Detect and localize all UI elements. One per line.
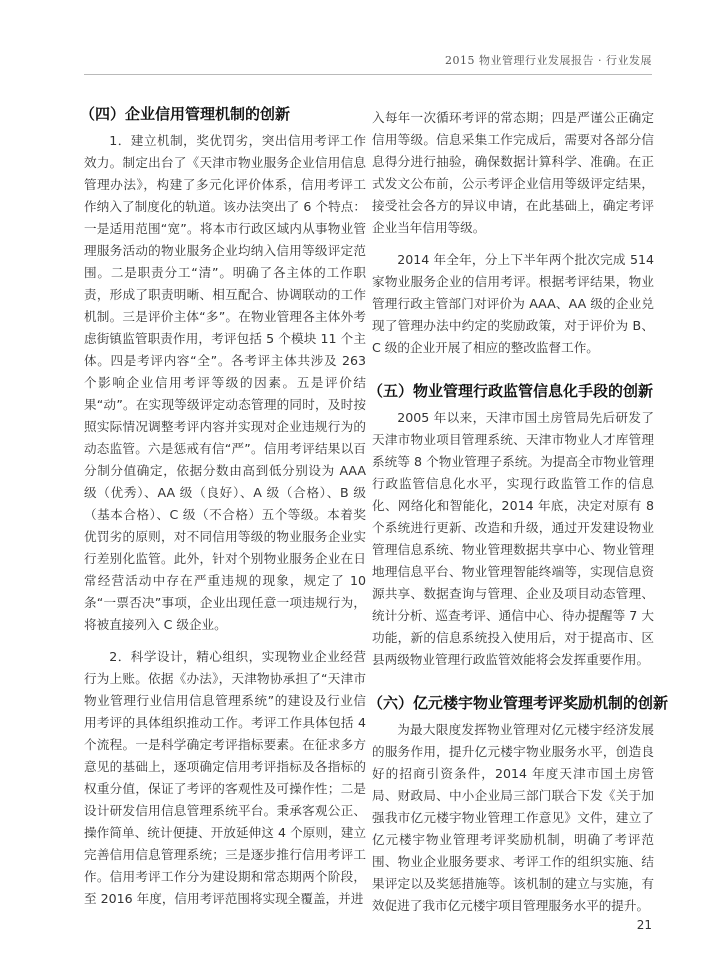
running-header: 2015 物业管理行业发展报告 · 行业发展: [445, 54, 652, 67]
paragraph-credit-mechanism: 1．建立机制，奖优罚劣，突出信用考评工作效力。制定出台了《天津市物业服务企业信用信息管理办法》，构建了多元化评价体系，信用考评工作纳入了制度化的轨道。该办法突出了 6 个特点：一是适用范围“宽”。将本市行政区域内从事物业管理服务活动的物业服务企业均纳入信用等级评定范围。二是职责分工“清”。明确了各主体的工作职责，形成了职责明晰、相互配合、协调联动的工作机制。三是评价主体“多”。在物业管理各主体外考虑街镇监管职责作用，考评包括 5 个模块 11 个主体。四是考评内容“全”。各考评主体共涉及 263 个影响企业信用考评等级的因素。五是评价结果“动”。在实现等级评定动态管理的同时，及时按照实际情况调整考评内容并实现对企业违规行为的动态监管。六是惩戒有信“严”。信用考评结果以百分制分值确定，依据分数由高到低分别设为 AAA 级（优秀）、AA 级（良好）、A 级（合格）、B 级（基本合格）、C 级（不合格）五个等级。本着奖优罚劣的原则，对不同信用等级的物业服务企业实行差别化监管。此外，针对个别物业服务企业在日常经营活动中存在严重违规的现象，规定了 10 条“一票否决”事项，企业出现任意一项违规行为，将被直接列入 C 级企业。: [84, 133, 366, 632]
section-heading-4: （四）企业信用管理机制的创新: [80, 105, 291, 123]
section-heading-6: （六）亿元楼宇物业管理考评奖励机制的创新: [368, 694, 669, 712]
section-heading-5: （五）物业管理行政监管信息化手段的创新: [368, 382, 654, 400]
paragraph-building-incentive: 为最大限度发挥物业管理对亿元楼宇经济发展的服务作用，提升亿元楼宇物业服务水平，创造良好的招商引资条件，2014 年度天津市国土房管局、财政局、中小企业局三部门联合下发《关于加强我市亿元楼宇物业管理工作意见》文件，建立了亿元楼宇物业管理考评奖励机制，明确了考评范围、物业企业服务要求、考评工作的组织实施、结果评定以及奖惩措施等。该机制的建立与实施，有效促进了我市亿元楼宇项目管理服务水平的提升。: [372, 722, 654, 913]
paragraph-scientific-design: 2．科学设计，精心组织，实现物业企业经营行为上账。依据《办法》，天津物协承担了“天津市物业管理行业信用信息管理系统”的建设及行业信用考评的具体组织推动工作。考评工作具体包括 4 个流程。一是科学确定考评指标要素。在征求多方意见的基础上，逐项确定信用考评指标及各指标的权重分值，保证了考评的客观性及可操作性；二是设计研发信用信息管理系统平台。秉承客观公正、操作简单、统计便捷、开放延伸这 4 个原则，建立完善信用信息管理系统；三是逐步推行信用考评工作。信用考评工作分为建设期和常态期两个阶段，至 2016 年度，信用考评范围将实现全覆盖，并进: [84, 649, 366, 906]
right-column: [368, 107, 669, 917]
page-number: 21: [636, 918, 652, 932]
header-rule: [84, 74, 652, 75]
left-column: [80, 102, 366, 910]
paragraph-continuation: 入每年一次循环考评的常态期；四是严谨公正确定信用等级。信息采集工作完成后，需要对各部分信息得分进行抽验，确保数据计算科学、准确。在正式发文公布前，公示考评企业信用等级评定结果，接受社会各方的异议申请，在此基础上，确定考评企业当年信用等级。: [372, 110, 654, 235]
paragraph-informatization: 2005 年以来，天津市国土房管局先后研发了天津市物业项目管理系统、天津市物业人才库管理系统等 8 个物业管理子系统。为提高全市物业管理行政监管信息化水平，实现行政监管工作的信息化、网络化和智能化，2014 年底，决定对原有 8 个系统进行更新、改造和升级，通过开发建设物业管理信息系统、物业管理数据共享中心、物业管理地理信息平台、物业管理智能终端等，实现信息资源共享、数据查询与管理、企业及项目动态管理、统计分析、巡查考评、通信中心、待办提醒等 7 大功能，新的信息系统投入使用后，对于提高市、区县两级物业管理行政监管效能将会发挥重要作用。: [372, 410, 654, 667]
paragraph-2014-results: 2014 年全年，分上下半年两个批次完成 514 家物业服务企业的信用考评。根据考评结果，物业管理行政主管部门对评价为 AAA、AA 级的企业兑现了管理办法中约定的奖励政策，对于评价为 B、C 级的企业开展了相应的整改监督工作。: [372, 252, 654, 355]
